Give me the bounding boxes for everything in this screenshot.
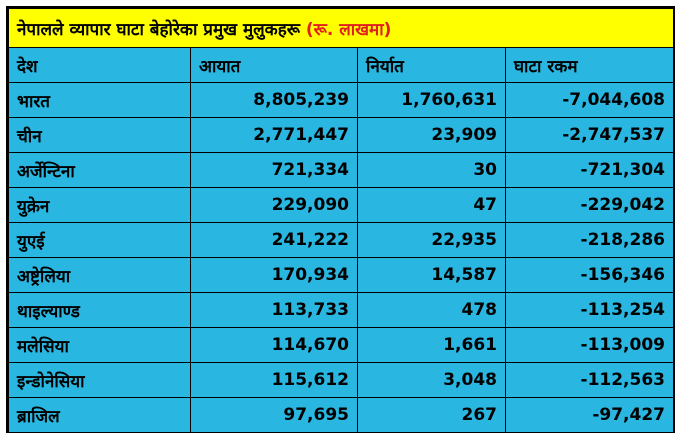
cell-country: चीन xyxy=(9,118,191,153)
cell-deficit: -721,304 xyxy=(506,153,674,188)
cell-country: युएई xyxy=(9,223,191,258)
cell-import: 170,934 xyxy=(191,258,358,293)
table-row xyxy=(9,293,674,328)
cell-export: 478 xyxy=(358,293,506,328)
column-header-import: आयात xyxy=(191,48,358,83)
cell-deficit: -2,747,537 xyxy=(506,118,674,153)
table-title-text: नेपालले व्यापार घाटा बेहोरेका प्रमुख मुलुकहरू xyxy=(17,19,300,40)
cell-export: 1,760,631 xyxy=(358,83,506,118)
title-row xyxy=(9,9,674,48)
cell-export: 267 xyxy=(358,398,506,433)
cell-export: 47 xyxy=(358,188,506,223)
table-row xyxy=(9,188,674,223)
cell-import: 229,090 xyxy=(191,188,358,223)
cell-import: 115,612 xyxy=(191,363,358,398)
cell-deficit: -113,009 xyxy=(506,328,674,363)
column-header-country: देश xyxy=(9,48,191,83)
table-row xyxy=(9,153,674,188)
trade-deficit-table xyxy=(8,8,674,433)
cell-export: 30 xyxy=(358,153,506,188)
table-row xyxy=(9,258,674,293)
cell-country: ब्राजिल xyxy=(9,398,191,433)
cell-country: भारत xyxy=(9,83,191,118)
table-row xyxy=(9,328,674,363)
table-row xyxy=(9,223,674,258)
column-header-export: निर्यात xyxy=(358,48,506,83)
cell-country: इन्डोनेसिया xyxy=(9,363,191,398)
cell-deficit: -112,563 xyxy=(506,363,674,398)
cell-import: 2,771,447 xyxy=(191,118,358,153)
table-row xyxy=(9,398,674,433)
cell-export: 14,587 xyxy=(358,258,506,293)
cell-import: 241,222 xyxy=(191,223,358,258)
cell-deficit: -229,042 xyxy=(506,188,674,223)
cell-country: अष्ट्रेलिया xyxy=(9,258,191,293)
cell-export: 22,935 xyxy=(358,223,506,258)
cell-deficit: -218,286 xyxy=(506,223,674,258)
cell-deficit: -7,044,608 xyxy=(506,83,674,118)
header-row xyxy=(9,48,674,83)
cell-country: अर्जेन्टिना xyxy=(9,153,191,188)
cell-import: 97,695 xyxy=(191,398,358,433)
cell-country: युक्रेन xyxy=(9,188,191,223)
cell-import: 8,805,239 xyxy=(191,83,358,118)
table-row xyxy=(9,363,674,398)
column-header-deficit: घाटा रकम xyxy=(506,48,674,83)
table-row xyxy=(9,83,674,118)
cell-deficit: -156,346 xyxy=(506,258,674,293)
cell-import: 113,733 xyxy=(191,293,358,328)
cell-country: मलेसिया xyxy=(9,328,191,363)
trade-deficit-table-container xyxy=(6,6,675,433)
cell-import: 114,670 xyxy=(191,328,358,363)
cell-export: 23,909 xyxy=(358,118,506,153)
cell-import: 721,334 xyxy=(191,153,358,188)
table-title-unit: (रू. लाखमा) xyxy=(305,19,392,40)
table-row xyxy=(9,118,674,153)
table-title xyxy=(9,9,674,48)
cell-deficit: -113,254 xyxy=(506,293,674,328)
cell-export: 3,048 xyxy=(358,363,506,398)
cell-country: थाइल्याण्ड xyxy=(9,293,191,328)
cell-deficit: -97,427 xyxy=(506,398,674,433)
cell-export: 1,661 xyxy=(358,328,506,363)
